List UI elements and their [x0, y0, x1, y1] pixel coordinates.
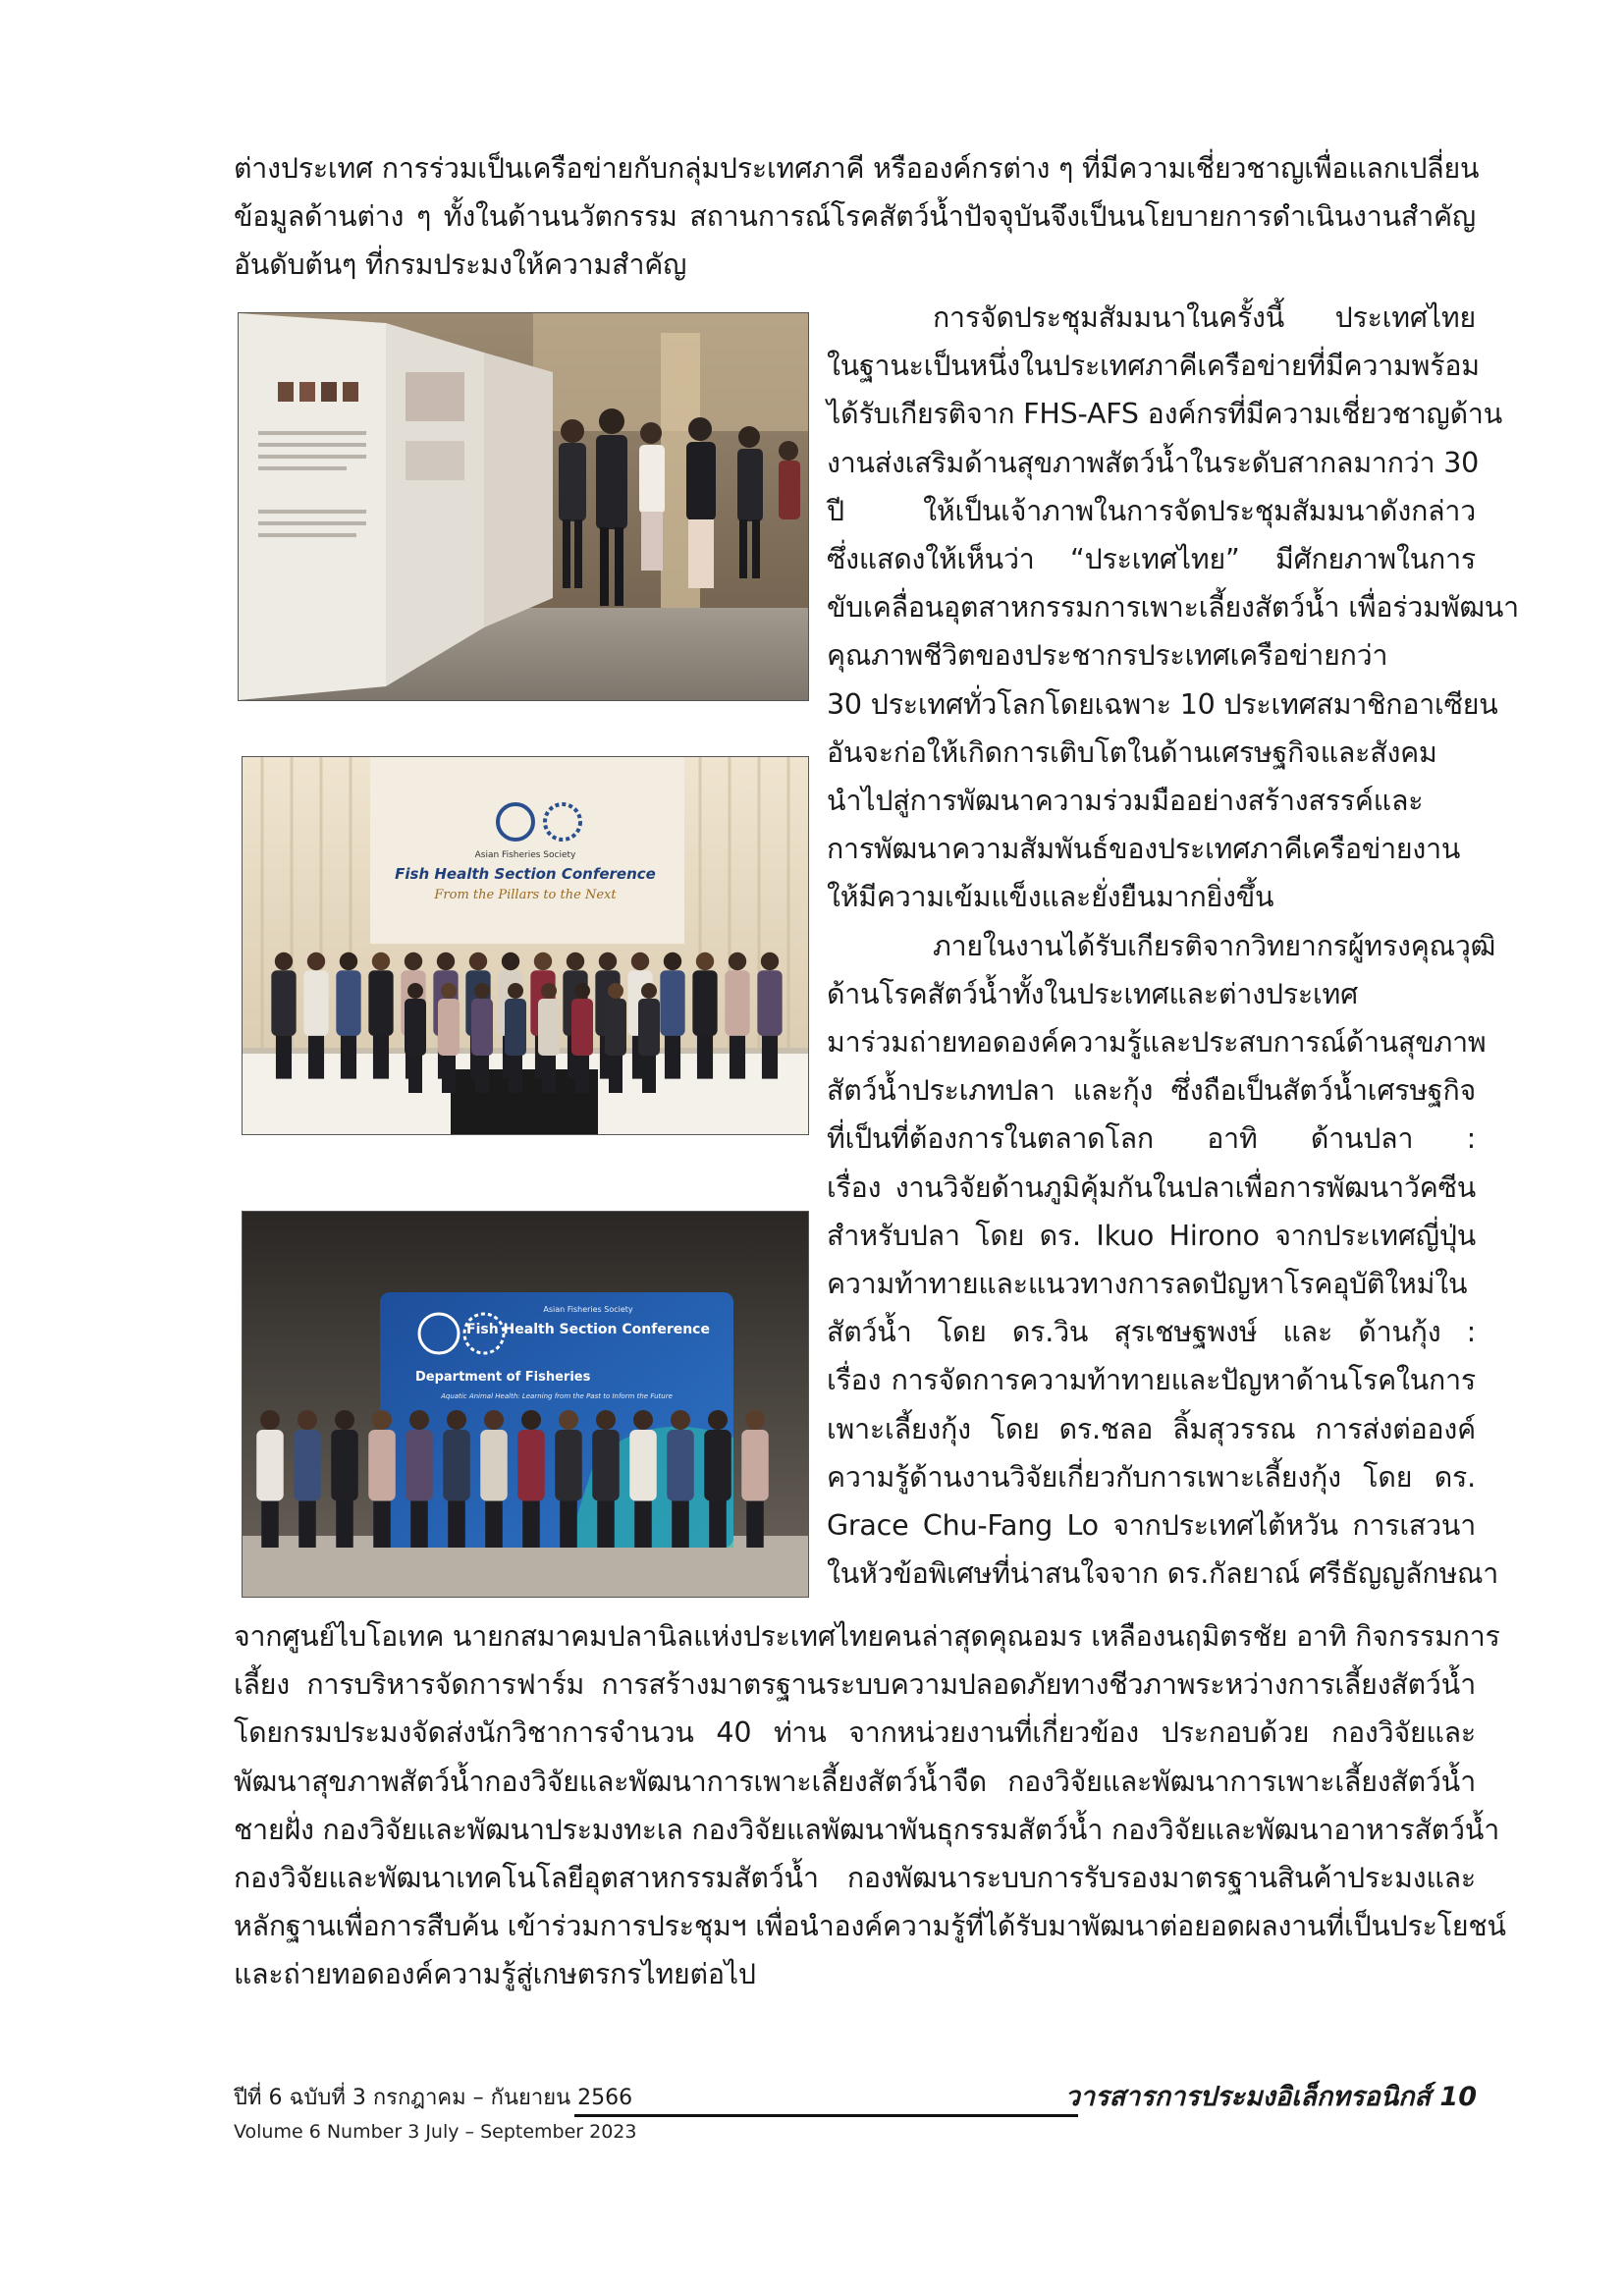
footer-rule [574, 2114, 1078, 2117]
journal-name: วารสารการประมงอิเล็กทรอนิกส์ [1064, 2082, 1432, 2112]
text-line: ซึ่งแสดงให้เห็นว่า “ประเทศไทย” มีศักยภาพในการ [827, 543, 1476, 575]
text-line: อันจะก่อให้เกิดการเติบโตในด้านเศรษฐกิจและสังคม [827, 735, 1437, 769]
text-line: ในหัวข้อพิเศษที่น่าสนใจจาก ดร.กัลยาณ์ ศรีธัญญลักษณา [827, 1557, 1499, 1591]
backdrop-group-photo [242, 1211, 809, 1598]
backdrop-org: Asian Fisheries Society [543, 1305, 633, 1314]
backdrop-title: Fish Health Section Conference [466, 1322, 710, 1337]
text-line: ในฐานะเป็นหนึ่งในประเทศภาคีเครือข่ายที่มีความพร้อม [827, 350, 1480, 383]
text-line: จากศูนย์ไบโอเทค นายกสมาคมปลานิลแห่งประเทศไทยคนล่าสุดคุณอมร เหลืองนฤมิตรชัย อาทิ กิจกรรมการ [234, 1620, 1500, 1653]
text-line: การพัฒนาความสัมพันธ์ของประเทศภาคีเครือข่ายงาน [827, 833, 1461, 866]
text-line: ภายในงานได้รับเกียรติจากวิทยากรผู้ทรงคุณวุฒิ [933, 929, 1496, 962]
text-line: เลี้ยง การบริหารจัดการฟาร์ม การสร้างมาตรฐานระบบความปลอดภัยทางชีวภาพระหว่างการเลี้ยงสัตว์น้ำ [234, 1668, 1476, 1702]
text-line: โดยกรมประมงจัดส่งนักวิชาการจำนวน 40 ท่าน จากหน่วยงานที่เกี่ยวข้อง ประกอบด้วย กองวิจัยและ [234, 1716, 1476, 1750]
text-line: เรื่อง การจัดการความท้าทายและปัญหาด้านโรคในการ [827, 1364, 1476, 1397]
text-line: มาร่วมถ่ายทอดองค์ความรู้และประสบการณ์ด้านสุขภาพ [827, 1026, 1487, 1059]
text-line: กองวิจัยและพัฒนาเทคโนโลยีอุตสาหกรรมสัตว์น้ำ กองพัฒนาระบบการรับรองมาตรฐานสินค้าประมงและ [234, 1862, 1476, 1894]
text-line: สัตว์น้ำประเภทปลา และกุ้ง ซึ่งถือเป็นสัตว์น้ำเศรษฐกิจ [827, 1074, 1476, 1108]
page-number: 10 [1439, 2082, 1477, 2112]
text-line: ต่างประเทศ การร่วมเป็นเครือข่ายกับกลุ่มประเทศภาคี หรือองค์กรต่าง ๆ ที่มีความเชี่ยวชาญเพื่อแลกเปลี่ยน [234, 152, 1480, 185]
text-line: ความรู้ด้านงานวิจัยเกี่ยวกับการเพาะเลี้ยงกุ้ง โดย ดร. [827, 1460, 1476, 1494]
text-line: ด้านโรคสัตว์น้ำทั้งในประเทศและต่างประเทศ [827, 977, 1358, 1010]
text-line: ความท้าทายและแนวทางการลดปัญหาโรคอุบัติใหม่ใน [827, 1268, 1468, 1300]
text-line: เรื่อง งานวิจัยด้านภูมิคุ้มกันในปลาเพื่อการพัฒนาวัคซีน [827, 1170, 1476, 1204]
text-line: สำหรับปลา โดย ดร. Ikuo Hirono จากประเทศญี่ปุ่น [827, 1219, 1476, 1252]
text-line: เพาะเลี้ยงกุ้ง โดย ดร.ชลอ ลิ้มสุวรรณ การส่งต่อองค์ [827, 1412, 1476, 1445]
stage-banner-subtitle: From the Pillars to the Next [434, 888, 617, 902]
text-line: พัฒนาสุขภาพสัตว์น้ำกองวิจัยและพัฒนาการเพาะเลี้ยงสัตว์น้ำจืด กองวิจัยและพัฒนาการเพาะเลี้ยงสัตว์น้ำ [234, 1765, 1476, 1798]
footer-issue-thai: ปีที่ 6 ฉบับที่ 3 กรกฎาคม – กันยายน 2566 [234, 2086, 633, 2110]
stage-banner-org: Asian Fisheries Society [474, 850, 576, 860]
backdrop-dept: Department of Fisheries [415, 1370, 591, 1385]
text-line: การจัดประชุมสัมมนาในครั้งนี้ ประเทศไทย [933, 301, 1476, 334]
footer-issue-english: Volume 6 Number 3 July – September 2023 [234, 2121, 637, 2143]
text-line: ที่เป็นที่ต้องการในตลาดโลก อาทิ ด้านปลา : [827, 1122, 1476, 1156]
text-line: อันดับต้นๆ ที่กรมประมงให้ความสำคัญ [234, 248, 687, 282]
text-line: ปี ให้เป็นเจ้าภาพในการจัดประชุมสัมมนาดังกล่าว [827, 494, 1476, 527]
text-line: และถ่ายทอดองค์ความรู้สู่เกษตรกรไทยต่อไป [234, 1958, 756, 1991]
poster-session-photo [238, 312, 809, 701]
text-line: นำไปสู่การพัฒนาความร่วมมืออย่างสร้างสรรค์และ [827, 785, 1424, 817]
backdrop-tagline: Aquatic Animal Health: Learning from the Past to Inform the Future [441, 1392, 673, 1400]
text-line: ให้มีความเข้มแข็งและยั่งยืนมากยิ่งขึ้น [827, 881, 1274, 914]
text-line: ชายฝั่ง กองวิจัยและพัฒนาประมงทะเล กองวิจัยแลพัฒนาพันธุกรรมสัตว์น้ำ กองวิจัยและพัฒนาอาหารสัตว์น้ำ [234, 1813, 1500, 1846]
stage-banner-title: Fish Health Section Conference [395, 865, 656, 883]
text-line: ได้รับเกียรติจาก FHS-AFS องค์กรที่มีความเชี่ยวชาญด้าน [827, 398, 1502, 431]
text-line: ขับเคลื่อนอุตสาหกรรมการเพาะเลี้ยงสัตว์น้ำ เพื่อร่วมพัฒนา [827, 591, 1519, 625]
text-line: คุณภาพชีวิตของประชากรประเทศเครือข่ายกว่า [827, 639, 1388, 673]
text-line: งานส่งเสริมด้านสุขภาพสัตว์น้ำในระดับสากลมากว่า 30 [827, 446, 1480, 479]
stage-group-photo [242, 756, 809, 1135]
footer-journal-title [1065, 2080, 1477, 2115]
text-line: Grace Chu-Fang Lo จากประเทศไต้หวัน การเสวนา [827, 1509, 1476, 1542]
text-line: หลักฐานเพื่อการสืบค้น เข้าร่วมการประชุมฯ เพื่อนำองค์ความรู้ที่ได้รับมาพัฒนาต่อยอดผลงานที่เป็นประโยชน์ [234, 1910, 1506, 1943]
text-line: สัตว์น้ำ โดย ดร.วิน สุรเชษฐพงษ์ และ ด้านกุ้ง : [827, 1316, 1476, 1349]
text-line: ข้อมูลด้านต่าง ๆ ทั้งในด้านนวัตกรรม สถานการณ์โรคสัตว์น้ำปัจจุบันจึงเป็นนโยบายการดำเนินงานสำคัญ [234, 200, 1476, 234]
text-line: 30 ประเทศทั่วโลกโดยเฉพาะ 10 ประเทศสมาชิกอาเซียน [827, 687, 1498, 721]
